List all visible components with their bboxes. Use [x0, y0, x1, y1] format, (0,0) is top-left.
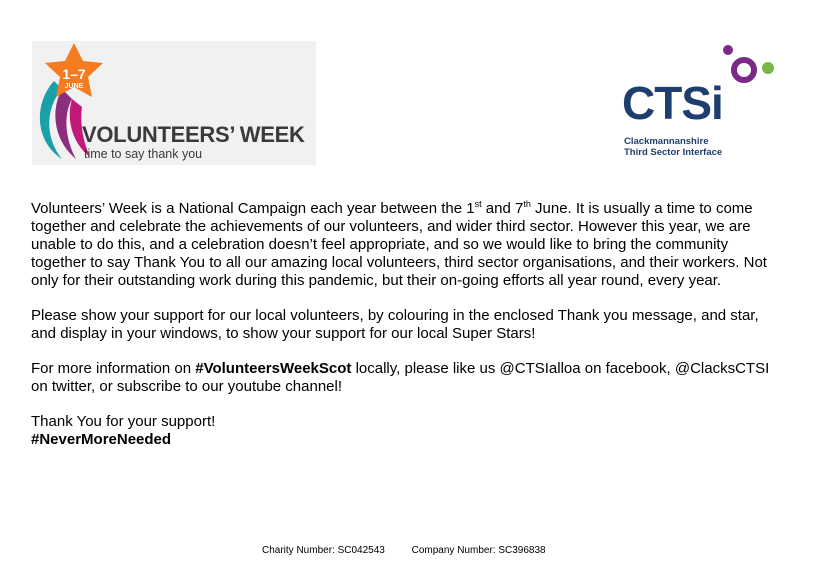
- company-number: Company Number: SC396838: [411, 545, 546, 556]
- p3-text-b: locally, please like us @CTSIalloa on facebook, @ClacksCTSI on twitter, or subscribe to our youtube channel!: [31, 360, 770, 395]
- hashtag-volunteersweekscot: #VolunteersWeekScot: [195, 360, 352, 377]
- p1-sup-th: th: [523, 199, 531, 209]
- footer: [262, 545, 570, 556]
- charity-number: Charity Number: SC042543: [262, 545, 385, 556]
- p1-text-b: and 7: [481, 200, 524, 217]
- hashtag-nevermoreneeded: #NeverMoreNeeded: [31, 431, 172, 448]
- volunteers-week-title: VOLUNTEERS’ WEEK: [82, 122, 305, 147]
- ctsi-logo: [618, 42, 778, 160]
- paragraph-support: Please show your support for our local volunteers, by colouring in the enclosed Thank you message, and star, and display in your windows, to show your support for our local Super Stars!: [31, 307, 759, 342]
- thanks-line: Thank You for your support!: [31, 413, 216, 430]
- dates-label: 1–7: [62, 66, 86, 82]
- p1-text-a: Volunteers’ Week is a National Campaign each year between the 1: [31, 200, 475, 217]
- p3-text-a: For more information on: [31, 360, 196, 377]
- paragraph-campaign: [31, 200, 781, 290]
- month-label: JUNE: [64, 83, 84, 90]
- volunteers-week-tagline: time to say thank you: [84, 147, 203, 161]
- ctsi-subtitle-line1: Clackmannanshire: [624, 136, 709, 147]
- volunteers-week-logo: [32, 41, 316, 165]
- p1-text-c: June. It is usually a time to come together and celebrate the achievements of our volunteers, and wider third sector. However this year, we are unable to do this, and a celebration doesn’t feel appropriate, and so we would like to bring the community together to say Thank You to all our amazing local volunteers, third sector organisations, and their workers. Not only for their outstanding work during this pandemic, but their on-going efforts all year round, every year.: [31, 200, 767, 289]
- letter-body: [31, 200, 781, 449]
- ctsi-subtitle-line2: Third Sector Interface: [624, 147, 723, 158]
- paragraph-info: [31, 360, 781, 396]
- p1-sup-st: st: [474, 199, 482, 209]
- ctsi-wordmark: CTSi: [622, 77, 723, 129]
